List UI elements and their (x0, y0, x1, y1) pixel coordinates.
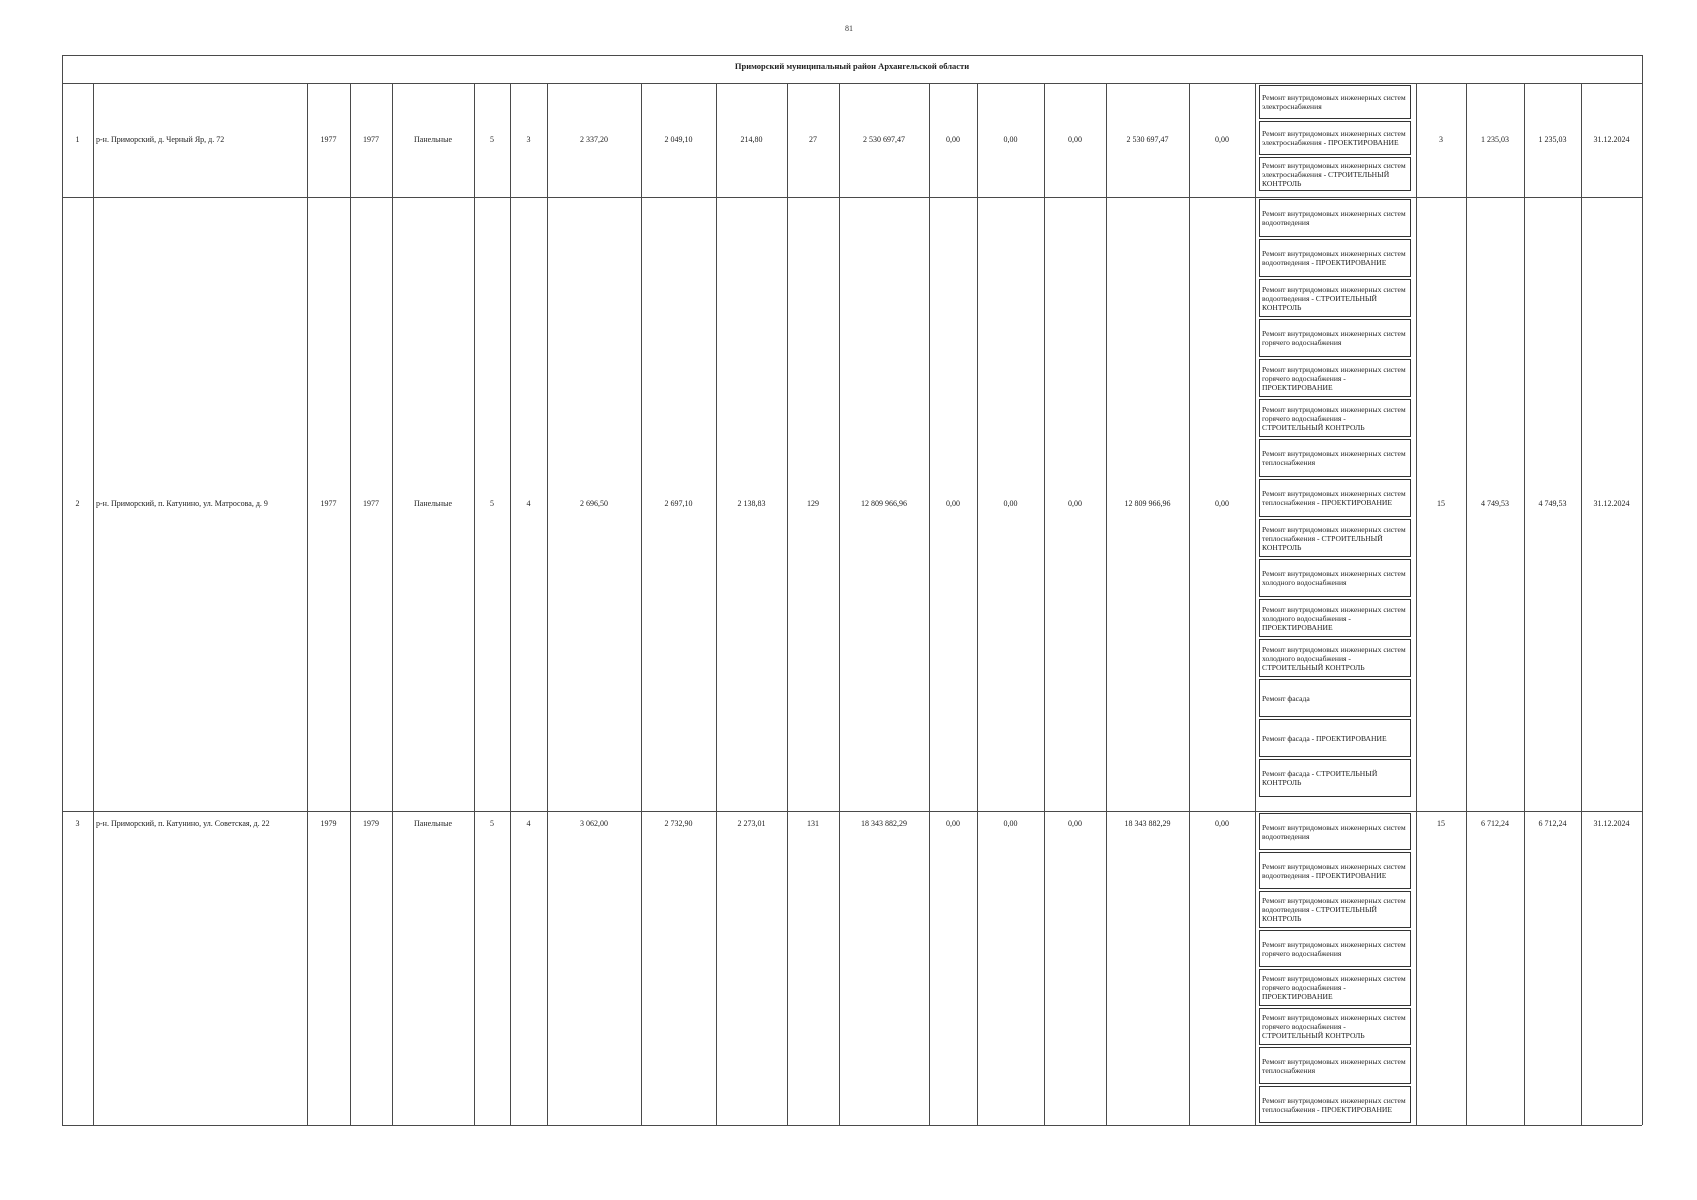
table-column-rule (1044, 83, 1045, 1125)
work-item-label: Ремонт внутридомовых инженерных систем горячего водоснабжения (1262, 329, 1406, 347)
table-column-rule (62, 55, 63, 1125)
row-2-cost-total: 12 809 966,96 (861, 499, 907, 508)
row-2-total-area: 2 696,50 (580, 499, 608, 508)
table-column-rule (307, 83, 308, 1125)
row-1-cost-federal: 0,00 (946, 135, 960, 144)
row-1-works-count: 3 (1439, 135, 1443, 144)
table-column-rule (1642, 55, 1643, 1125)
row-1-deadline: 31.12.2024 (1593, 135, 1630, 144)
row-3-cost-local: 0,00 (1068, 819, 1082, 828)
work-item (1259, 1008, 1411, 1045)
work-item (1259, 559, 1411, 597)
row-1-cost-local: 0,00 (1068, 135, 1082, 144)
work-item-label: Ремонт фасада - СТРОИТЕЛЬНЫЙ КОНТРОЛЬ (1262, 769, 1378, 787)
row-2-year-built: 1977 (320, 499, 337, 508)
row-3-works-count: 15 (1437, 819, 1445, 828)
work-item-label: Ремонт фасада (1262, 693, 1310, 703)
table-row-rule (62, 83, 1642, 84)
work-item (1259, 599, 1411, 637)
work-item (1259, 319, 1411, 357)
work-item-label: Ремонт внутридомовых инженерных систем холодного водоснабжения - ПРОЕКТИРОВАНИЕ (1262, 604, 1406, 632)
work-item-label: Ремонт внутридомовых инженерных систем горячего водоснабжения - ПРОЕКТИРОВАНИЕ (1262, 364, 1406, 392)
work-item-label: Ремонт внутридомовых инженерных систем горячего водоснабжения - ПРОЕКТИРОВАНИЕ (1262, 974, 1406, 1001)
work-item (1259, 852, 1411, 889)
row-2-cost-other: 0,00 (1215, 499, 1229, 508)
work-item-label: Ремонт внутридомовых инженерных систем горячего водоснабжения - СТРОИТЕЛЬНЫЙ КОНТРОЛЬ (1262, 1013, 1406, 1040)
row-2-area-other: 2 138,83 (737, 499, 766, 508)
work-item-label: Ремонт фасада - ПРОЕКТИРОВАНИЕ (1262, 733, 1387, 743)
row-2-works-count: 15 (1437, 499, 1445, 508)
table-column-rule (93, 83, 94, 1125)
row-1-unit-cost: 1 235,03 (1481, 135, 1509, 144)
row-2-living-area: 2 697,10 (664, 499, 693, 508)
row-1-year-commission: 1977 (363, 135, 379, 144)
row-3-cost-total: 18 343 882,29 (861, 819, 907, 828)
row-2-unit-cost-limit: 4 749,53 (1538, 499, 1567, 508)
work-item (1259, 759, 1411, 797)
work-item-label: Ремонт внутридомовых инженерных систем теплоснабжения - СТРОИТЕЛЬНЫЙ КОНТРОЛЬ (1262, 524, 1406, 552)
table-column-rule (1524, 83, 1525, 1125)
work-item (1259, 1047, 1411, 1084)
work-item-label: Ремонт внутридомовых инженерных систем водоотведения - СТРОИТЕЛЬНЫЙ КОНТРОЛЬ (1262, 896, 1406, 923)
work-item-label: Ремонт внутридомовых инженерных систем электроснабжения - СТРОИТЕЛЬНЫЙ КОНТРОЛЬ (1262, 160, 1406, 188)
table-column-rule (977, 83, 978, 1125)
work-item-label: Ремонт внутридомовых инженерных систем водоотведения - ПРОЕКТИРОВАНИЕ (1262, 249, 1406, 267)
work-item (1259, 359, 1411, 397)
row-3-wall-material: Панельные (413, 819, 452, 828)
work-item (1259, 85, 1411, 119)
work-item (1259, 679, 1411, 717)
row-3-cost-federal: 0,00 (946, 819, 960, 828)
row-3-num: 3 (75, 819, 80, 828)
row-3-year-commission: 1979 (363, 819, 379, 828)
row-3-floors: 5 (490, 819, 494, 828)
work-item-label: Ремонт внутридомовых инженерных систем водоотведения (1262, 822, 1406, 841)
work-item (1259, 930, 1411, 967)
row-2-deadline: 31.12.2024 (1593, 499, 1630, 508)
work-item-label: Ремонт внутридомовых инженерных систем холодного водоснабжения (1262, 569, 1406, 587)
work-item-label: Ремонт внутридомовых инженерных систем холодного водоснабжения - СТРОИТЕЛЬНЫЙ КОНТРОЛЬ (1262, 644, 1406, 672)
table-column-rule (547, 83, 548, 1125)
work-item-label: Ремонт внутридомовых инженерных систем электроснабжения (1262, 93, 1406, 111)
work-item-label: Ремонт внутридомовых инженерных систем теплоснабжения (1262, 449, 1406, 467)
row-1-unit-cost-limit: 1 235,03 (1538, 135, 1567, 144)
table-row-rule (62, 197, 1642, 198)
row-1-cost-total: 2 530 697,47 (863, 135, 905, 144)
row-3-unit-cost-limit: 6 712,24 (1538, 819, 1567, 828)
table-column-rule (392, 83, 393, 1125)
row-2-wall-material: Панельные (413, 499, 452, 508)
row-3-cost-regional: 0,00 (1003, 819, 1018, 828)
table-column-rule (1466, 83, 1467, 1125)
work-item (1259, 969, 1411, 1006)
row-3-address: р-н. Приморский, п. Катунино, ул. Советская, д. 22 (96, 819, 270, 828)
row-1-area-other: 214,80 (740, 135, 763, 144)
row-3-entrances: 4 (526, 819, 531, 828)
work-item-label: Ремонт внутридомовых инженерных систем теплоснабжения - ПРОЕКТИРОВАНИЕ (1262, 489, 1406, 507)
work-item (1259, 719, 1411, 757)
row-1-wall-material: Панельные (413, 135, 452, 144)
work-item (1259, 479, 1411, 517)
table-column-rule (1255, 83, 1256, 1125)
row-2-year-commission: 1977 (363, 499, 379, 508)
work-item-label: Ремонт внутридомовых инженерных систем водоотведения (1262, 209, 1406, 227)
row-1-floors: 5 (490, 135, 494, 144)
row-3-living-area: 2 732,90 (664, 819, 693, 828)
work-item-label: Ремонт внутридомовых инженерных систем теплоснабжения (1262, 1056, 1406, 1075)
row-3-unit-cost: 6 712,24 (1481, 819, 1509, 828)
table-column-rule (1416, 83, 1417, 1125)
work-item-label: Ремонт внутридомовых инженерных систем электроснабжения - ПРОЕКТИРОВАНИЕ (1262, 129, 1406, 147)
table-column-rule (350, 83, 351, 1125)
table-column-rule (716, 83, 717, 1125)
work-item (1259, 519, 1411, 557)
work-item (1259, 157, 1411, 191)
row-3-total-area: 3 062,00 (580, 819, 608, 828)
row-3-area-other: 2 273,01 (737, 819, 766, 828)
row-3-cost-owners: 18 343 882,29 (1124, 819, 1171, 828)
table-column-rule (1189, 83, 1190, 1125)
table-column-rule (1581, 83, 1582, 1125)
table-column-rule (929, 83, 930, 1125)
section-title: Приморский муниципальный район Архангельской области (734, 61, 970, 71)
row-2-cost-owners: 12 809 966,96 (1124, 499, 1171, 508)
row-1-address: р-н. Приморский, д. Черный Яр, д. 72 (96, 135, 225, 144)
row-1-year-built: 1977 (320, 135, 337, 144)
row-1-num: 1 (75, 135, 80, 144)
row-1-total-area: 2 337,20 (580, 135, 608, 144)
row-3-year-built: 1979 (320, 819, 337, 828)
row-1-cost-regional: 0,00 (1003, 135, 1018, 144)
table-column-rule (510, 83, 511, 1125)
row-2-address: р-н. Приморский, п. Катунино, ул. Матросова, д. 9 (96, 499, 268, 508)
work-item-label: Ремонт внутридомовых инженерных систем водоотведения - ПРОЕКТИРОВАНИЕ (1262, 861, 1406, 880)
table-row-rule (62, 811, 1642, 812)
table-column-rule (1106, 83, 1107, 1125)
row-1-entrances: 3 (526, 135, 531, 144)
work-item (1259, 891, 1411, 928)
row-2-cost-local: 0,00 (1068, 499, 1082, 508)
table-column-rule (641, 83, 642, 1125)
table-row-rule (62, 1125, 1642, 1126)
row-2-unit-cost: 4 749,53 (1481, 499, 1509, 508)
work-item (1259, 813, 1411, 850)
work-item-label: Ремонт внутридомовых инженерных систем теплоснабжения - ПРОЕКТИРОВАНИЕ (1262, 1095, 1406, 1114)
work-item (1259, 439, 1411, 477)
work-item (1259, 121, 1411, 155)
page-number: 81 (845, 24, 853, 33)
row-1-living-area: 2 049,10 (664, 135, 693, 144)
table-column-rule (474, 83, 475, 1125)
table-row-rule (62, 55, 1642, 56)
work-item (1259, 639, 1411, 677)
work-item (1259, 399, 1411, 437)
row-2-cost-regional: 0,00 (1003, 499, 1018, 508)
row-2-cost-federal: 0,00 (946, 499, 960, 508)
work-item (1259, 1086, 1411, 1123)
table-column-rule (839, 83, 840, 1125)
row-2-residents: 129 (807, 499, 819, 508)
row-1-residents: 27 (809, 135, 817, 144)
row-2-floors: 5 (490, 499, 494, 508)
row-1-cost-owners: 2 530 697,47 (1126, 135, 1169, 144)
work-item (1259, 279, 1411, 317)
table-column-rule (787, 83, 788, 1125)
work-item (1259, 199, 1411, 237)
work-item-label: Ремонт внутридомовых инженерных систем водоотведения - СТРОИТЕЛЬНЫЙ КОНТРОЛЬ (1262, 284, 1406, 312)
work-item-label: Ремонт внутридомовых инженерных систем горячего водоснабжения - СТРОИТЕЛЬНЫЙ КОНТРОЛЬ (1262, 404, 1406, 432)
row-2-num: 2 (75, 499, 80, 508)
row-3-cost-other: 0,00 (1215, 819, 1229, 828)
row-3-residents: 131 (807, 819, 819, 828)
row-1-cost-other: 0,00 (1215, 135, 1229, 144)
work-item (1259, 239, 1411, 277)
row-3-deadline: 31.12.2024 (1593, 819, 1630, 828)
work-item-label: Ремонт внутридомовых инженерных систем горячего водоснабжения (1262, 939, 1406, 958)
row-2-entrances: 4 (526, 499, 531, 508)
